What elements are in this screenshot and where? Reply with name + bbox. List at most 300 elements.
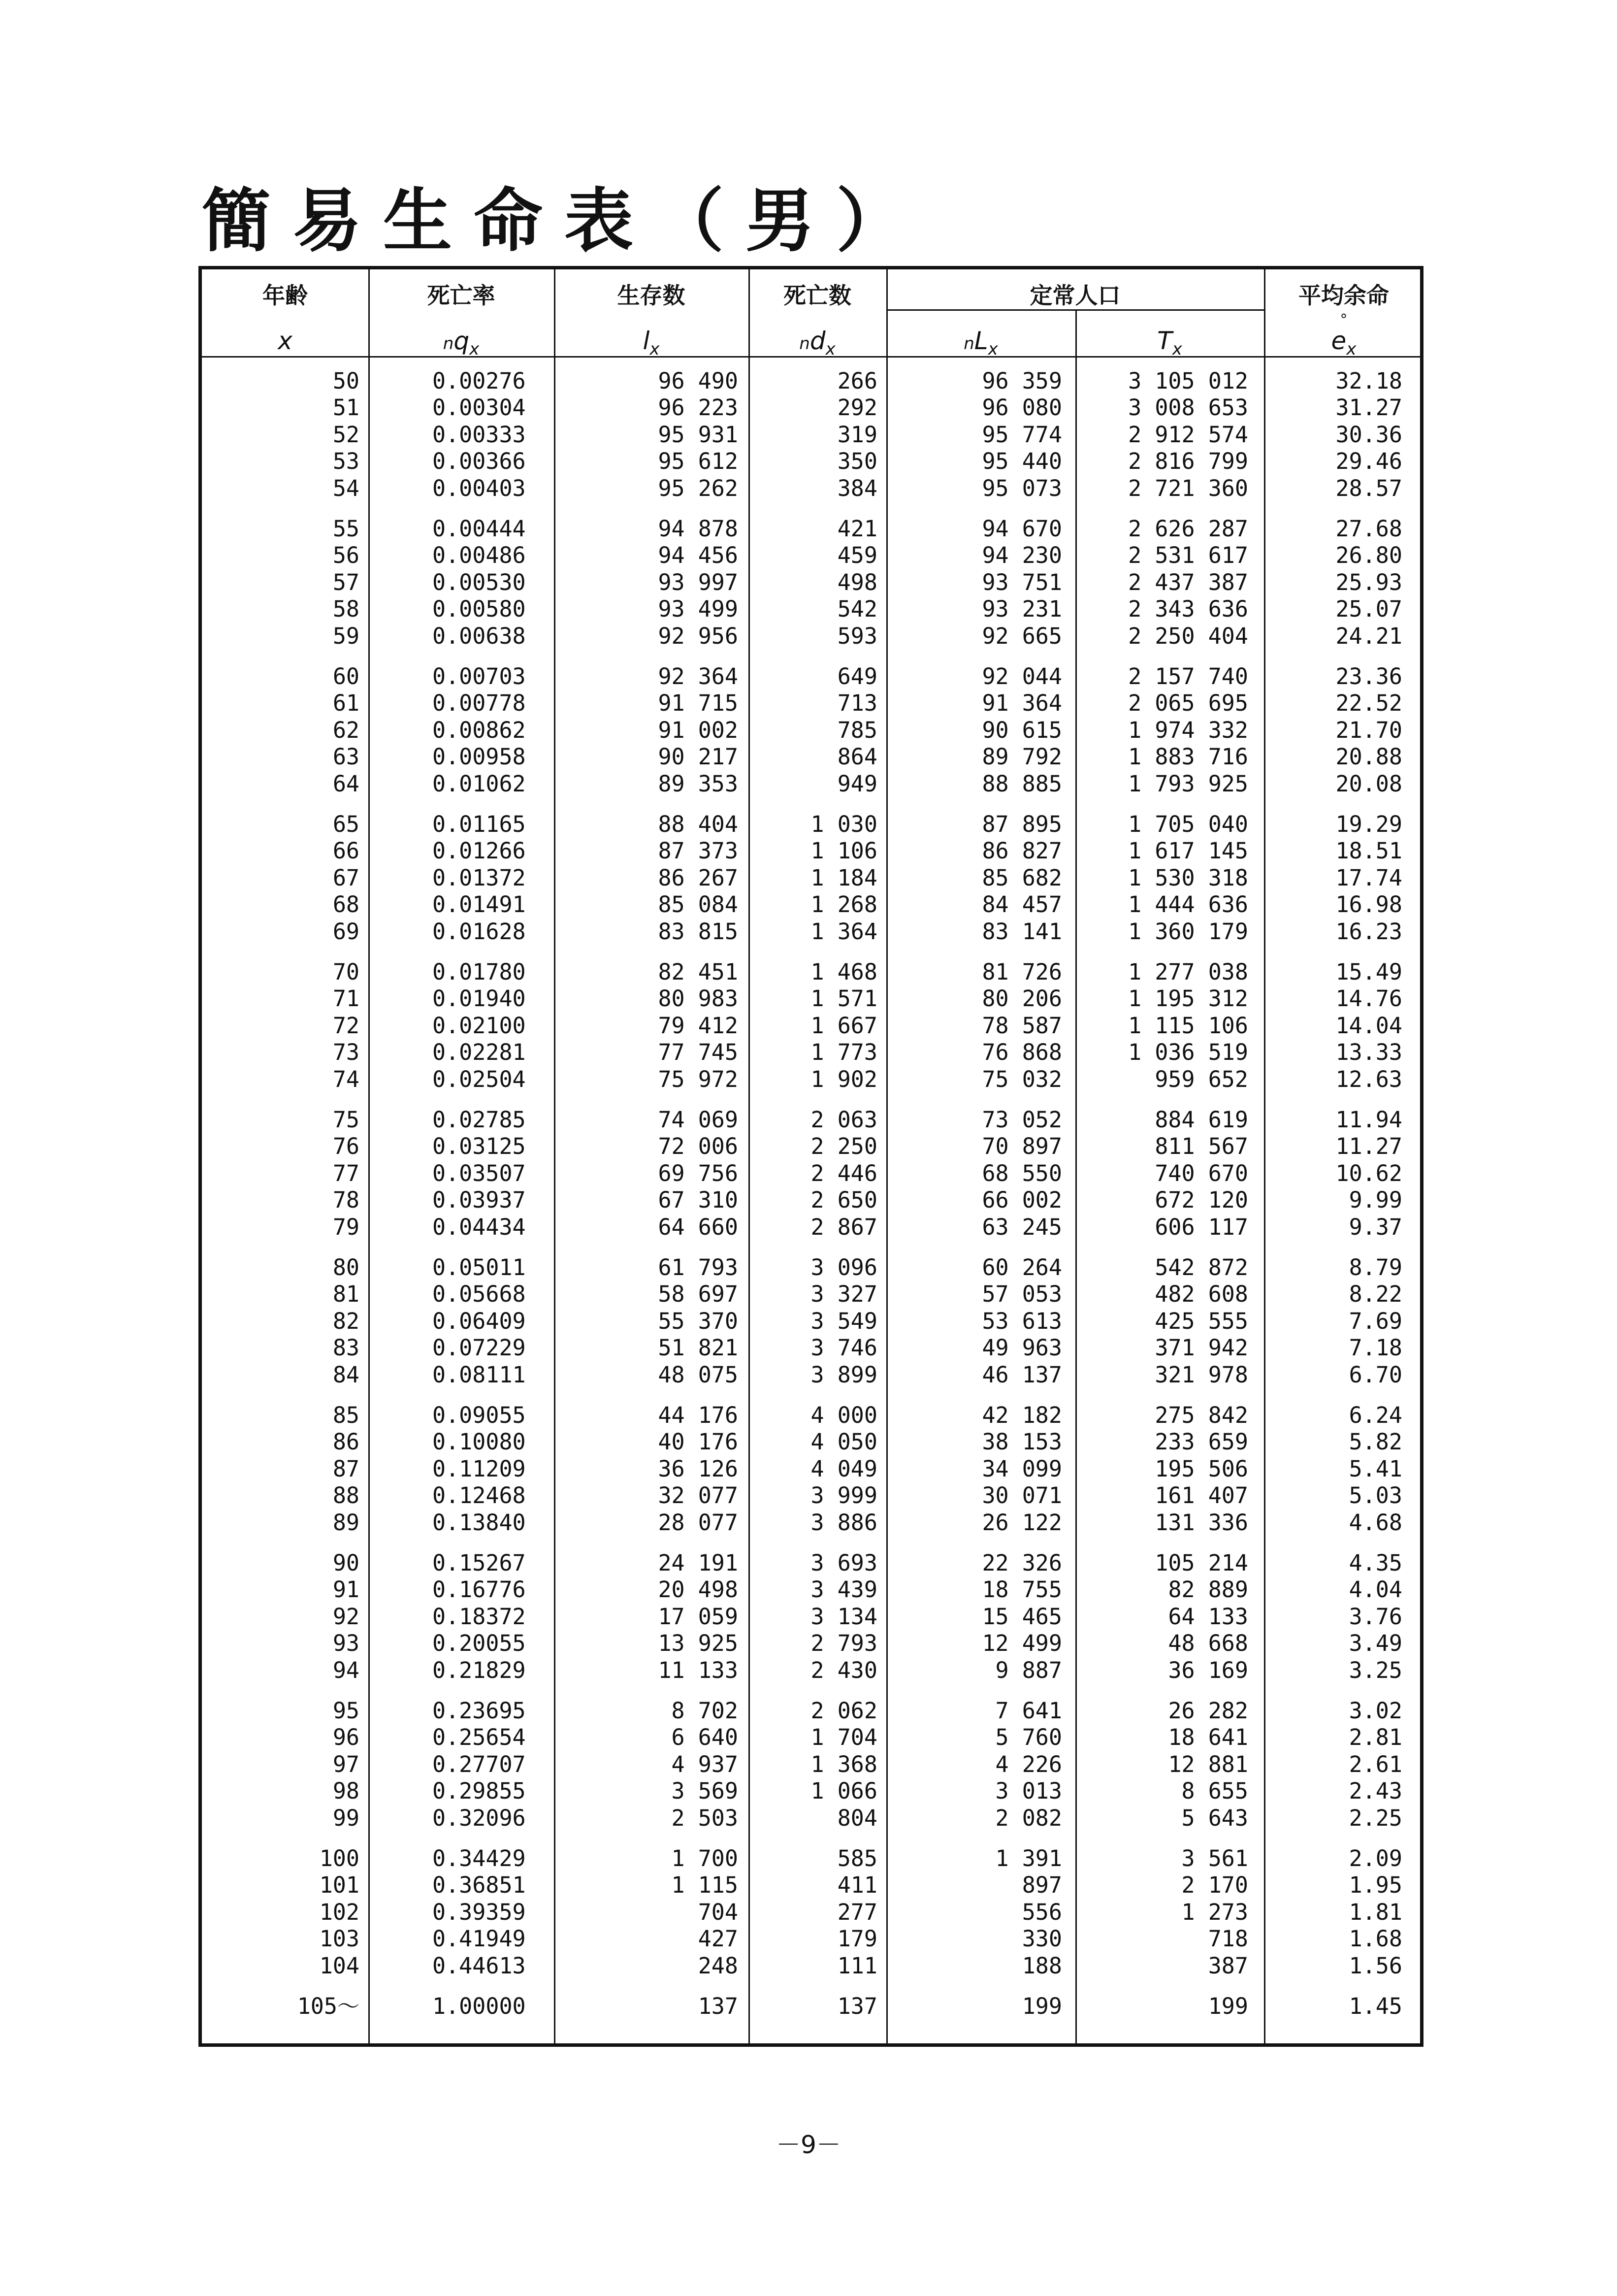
life-expectancy-cell: 16.98 — [1335, 891, 1402, 918]
death-rate-cell: 0.34429 — [432, 1845, 526, 1871]
death-rate-cell: 0.11209 — [432, 1455, 526, 1482]
survivors-cell: 95 612 — [658, 448, 738, 475]
deaths-cell: 498 — [837, 569, 877, 595]
stationary-Tx-cell: 482 608 — [1155, 1281, 1248, 1308]
age-cell: 81 — [332, 1281, 359, 1308]
death-rate-cell: 0.05668 — [432, 1281, 526, 1308]
life-expectancy-cell: 2.81 — [1349, 1724, 1402, 1751]
survivors-cell: 11 133 — [658, 1657, 738, 1683]
deaths-cell: 3 549 — [810, 1308, 877, 1334]
stationary-nLx-cell: 85 682 — [982, 864, 1062, 891]
survivors-cell: 8 702 — [671, 1698, 738, 1724]
table-row — [202, 1899, 1420, 1926]
death-rate-cell: 0.06409 — [432, 1308, 526, 1334]
life-expectancy-cell: 32.18 — [1335, 368, 1402, 394]
deaths-cell: 3 439 — [810, 1576, 877, 1603]
header-life-expectancy: 平均余命 — [1298, 282, 1389, 309]
death-rate-cell: 0.00276 — [432, 368, 526, 394]
life-expectancy-cell: 11.94 — [1335, 1107, 1402, 1133]
life-expectancy-cell: 9.99 — [1349, 1187, 1402, 1214]
age-cell: 101 — [319, 1872, 359, 1899]
symbol-x: x — [278, 327, 292, 355]
death-rate-cell: 0.41949 — [432, 1926, 526, 1952]
table-row — [202, 1066, 1420, 1093]
age-cell: 62 — [332, 717, 359, 743]
survivors-cell: 20 498 — [658, 1576, 738, 1603]
deaths-cell: 1 571 — [810, 985, 877, 1012]
stationary-nLx-cell: 5 760 — [995, 1724, 1062, 1751]
deaths-cell: 649 — [837, 663, 877, 689]
life-expectancy-cell: 19.29 — [1335, 811, 1402, 837]
stationary-nLx-cell: 49 963 — [982, 1335, 1062, 1361]
life-expectancy-cell: 1.81 — [1349, 1899, 1402, 1925]
stationary-Tx-cell: 2 437 387 — [1128, 569, 1248, 595]
deaths-cell: 137 — [837, 1993, 877, 2019]
survivors-cell: 67 310 — [658, 1187, 738, 1214]
table-row — [202, 1778, 1420, 1804]
age-cell: 90 — [332, 1550, 359, 1576]
deaths-cell: 1 667 — [810, 1012, 877, 1039]
death-rate-cell: 0.16776 — [432, 1576, 526, 1603]
deaths-cell: 804 — [837, 1804, 877, 1831]
stationary-nLx-cell: 75 032 — [982, 1066, 1062, 1092]
stationary-Tx-cell: 2 816 799 — [1128, 448, 1248, 475]
survivors-cell: 13 925 — [658, 1630, 738, 1657]
life-expectancy-cell: 31.27 — [1335, 394, 1402, 421]
stationary-Tx-cell: 2 721 360 — [1128, 475, 1248, 501]
table-row — [202, 744, 1420, 770]
survivors-cell: 83 815 — [658, 918, 738, 945]
deaths-cell: 3 134 — [810, 1603, 877, 1630]
table-row — [202, 891, 1420, 918]
age-cell: 75 — [332, 1107, 359, 1133]
life-expectancy-cell: 6.24 — [1349, 1402, 1402, 1428]
table-row — [202, 1805, 1420, 1832]
deaths-cell: 4 050 — [810, 1429, 877, 1455]
table-row — [202, 918, 1420, 945]
table-row — [202, 811, 1420, 838]
stationary-Tx-cell: 1 793 925 — [1128, 770, 1248, 797]
table-row — [202, 1630, 1420, 1657]
death-rate-cell: 0.00958 — [432, 744, 526, 770]
deaths-cell: 459 — [837, 542, 877, 569]
death-rate-cell: 0.08111 — [432, 1361, 526, 1388]
table-row — [202, 771, 1420, 797]
death-rate-cell: 0.01491 — [432, 891, 526, 918]
deaths-cell: 350 — [837, 448, 877, 475]
table-row — [202, 1013, 1420, 1039]
survivors-cell: 72 006 — [658, 1133, 738, 1160]
deaths-cell: 2 650 — [810, 1187, 877, 1214]
stationary-nLx-cell: 95 774 — [982, 421, 1062, 448]
age-cell: 91 — [332, 1576, 359, 1603]
stationary-Tx-cell: 1 974 332 — [1128, 717, 1248, 743]
table-row — [202, 1362, 1420, 1388]
life-expectancy-cell: 2.61 — [1349, 1751, 1402, 1777]
death-rate-cell: 0.00486 — [432, 542, 526, 569]
stationary-nLx-cell: 90 615 — [982, 717, 1062, 743]
death-rate-cell: 0.00333 — [432, 421, 526, 448]
age-cell: 59 — [332, 623, 359, 649]
survivors-cell: 17 059 — [658, 1603, 738, 1630]
stationary-nLx-cell: 80 206 — [982, 985, 1062, 1012]
age-cell: 55 — [332, 516, 359, 542]
survivors-cell: 44 176 — [658, 1402, 738, 1428]
stationary-Tx-cell: 1 883 716 — [1128, 744, 1248, 770]
death-rate-cell: 0.01628 — [432, 918, 526, 945]
life-expectancy-cell: 14.04 — [1335, 1012, 1402, 1039]
age-cell: 105～ — [297, 1993, 359, 2019]
stationary-nLx-cell: 95 440 — [982, 448, 1062, 475]
life-expectancy-cell: 1.68 — [1349, 1926, 1402, 1952]
stationary-Tx-cell: 12 881 — [1168, 1751, 1248, 1777]
symbol-Tx: $T_x$ — [1157, 327, 1182, 359]
life-expectancy-cell: 8.79 — [1349, 1254, 1402, 1280]
survivors-cell: 89 353 — [658, 770, 738, 797]
table-row — [202, 1214, 1420, 1241]
death-rate-cell: 0.23695 — [432, 1698, 526, 1724]
life-expectancy-cell: 26.80 — [1335, 542, 1402, 569]
stationary-Tx-cell: 195 506 — [1155, 1455, 1248, 1482]
survivors-cell: 94 878 — [658, 516, 738, 542]
table-row — [202, 1308, 1420, 1335]
death-rate-cell: 0.29855 — [432, 1778, 526, 1804]
age-cell: 100 — [319, 1845, 359, 1871]
survivors-cell: 248 — [698, 1952, 738, 1979]
survivors-cell: 61 793 — [658, 1254, 738, 1280]
death-rate-cell: 0.09055 — [432, 1402, 526, 1428]
life-expectancy-cell: 24.21 — [1335, 623, 1402, 649]
stationary-nLx-cell: 68 550 — [982, 1160, 1062, 1186]
life-expectancy-cell: 5.82 — [1349, 1429, 1402, 1455]
table-row — [202, 1335, 1420, 1361]
survivors-cell: 69 756 — [658, 1160, 738, 1186]
stationary-Tx-cell: 1 705 040 — [1128, 811, 1248, 837]
age-cell: 77 — [332, 1160, 359, 1186]
life-expectancy-cell: 28.57 — [1335, 475, 1402, 501]
deaths-cell: 785 — [837, 717, 877, 743]
deaths-cell: 411 — [837, 1872, 877, 1899]
deaths-cell: 384 — [837, 475, 877, 501]
survivors-cell: 91 002 — [658, 717, 738, 743]
age-cell: 72 — [332, 1012, 359, 1039]
deaths-cell: 292 — [837, 394, 877, 421]
age-cell: 50 — [332, 368, 359, 394]
survivors-cell: 82 451 — [658, 959, 738, 985]
death-rate-cell: 0.01372 — [432, 864, 526, 891]
table-row — [202, 475, 1420, 502]
death-rate-cell: 0.20055 — [432, 1630, 526, 1657]
life-expectancy-cell: 10.62 — [1335, 1160, 1402, 1186]
life-expectancy-cell: 23.36 — [1335, 663, 1402, 689]
age-cell: 99 — [332, 1804, 359, 1831]
death-rate-cell: 0.32096 — [432, 1804, 526, 1831]
age-cell: 64 — [332, 770, 359, 797]
life-expectancy-cell: 11.27 — [1335, 1133, 1402, 1160]
stationary-Tx-cell: 2 626 287 — [1128, 516, 1248, 542]
stationary-nLx-cell: 86 827 — [982, 838, 1062, 864]
survivors-cell: 75 972 — [658, 1066, 738, 1092]
survivors-cell: 48 075 — [658, 1361, 738, 1388]
survivors-cell: 64 660 — [658, 1214, 738, 1240]
death-rate-cell: 0.00530 — [432, 569, 526, 595]
survivors-cell: 4 937 — [671, 1751, 738, 1777]
age-cell: 104 — [319, 1952, 359, 1979]
table-row — [202, 1926, 1420, 1952]
age-cell: 97 — [332, 1751, 359, 1777]
survivors-cell: 137 — [698, 1993, 738, 2019]
stationary-Tx-cell: 1 195 312 — [1128, 985, 1248, 1012]
age-cell: 58 — [332, 596, 359, 623]
life-expectancy-cell: 3.02 — [1349, 1698, 1402, 1724]
life-expectancy-cell: 29.46 — [1335, 448, 1402, 475]
death-rate-cell: 0.03937 — [432, 1187, 526, 1214]
stationary-nLx-cell: 1 391 — [995, 1845, 1062, 1871]
life-expectancy-cell: 4.35 — [1349, 1550, 1402, 1576]
stationary-nLx-cell: 22 326 — [982, 1550, 1062, 1576]
age-cell: 71 — [332, 985, 359, 1012]
deaths-cell: 2 063 — [810, 1107, 877, 1133]
stationary-nLx-cell: 60 264 — [982, 1254, 1062, 1280]
age-cell: 65 — [332, 811, 359, 837]
age-cell: 98 — [332, 1778, 359, 1804]
table-row — [202, 1576, 1420, 1603]
age-cell: 96 — [332, 1724, 359, 1751]
survivors-cell: 58 697 — [658, 1281, 738, 1308]
stationary-Tx-cell: 275 842 — [1155, 1402, 1248, 1428]
death-rate-cell: 0.21829 — [432, 1657, 526, 1683]
death-rate-cell: 0.00580 — [432, 596, 526, 623]
death-rate-cell: 0.36851 — [432, 1872, 526, 1899]
age-cell: 67 — [332, 864, 359, 891]
table-row — [202, 1254, 1420, 1281]
death-rate-cell: 0.02281 — [432, 1039, 526, 1066]
deaths-cell: 266 — [837, 368, 877, 394]
table-row — [202, 596, 1420, 623]
age-cell: 103 — [319, 1926, 359, 1952]
table-row — [202, 1993, 1420, 2020]
deaths-cell: 1 364 — [810, 918, 877, 945]
stationary-nLx-cell: 93 231 — [982, 596, 1062, 623]
death-rate-cell: 0.00703 — [432, 663, 526, 689]
death-rate-cell: 0.00638 — [432, 623, 526, 649]
survivors-cell: 1 700 — [671, 1845, 738, 1871]
deaths-cell: 864 — [837, 744, 877, 770]
life-expectancy-cell: 7.18 — [1349, 1335, 1402, 1361]
age-cell: 102 — [319, 1899, 359, 1925]
age-cell: 74 — [332, 1066, 359, 1092]
stationary-nLx-cell: 42 182 — [982, 1402, 1062, 1428]
stationary-nLx-cell: 15 465 — [982, 1603, 1062, 1630]
table-row — [202, 1039, 1420, 1066]
age-cell: 80 — [332, 1254, 359, 1280]
life-expectancy-cell: 21.70 — [1335, 717, 1402, 743]
stationary-Tx-cell: 2 912 574 — [1128, 421, 1248, 448]
life-expectancy-cell: 5.03 — [1349, 1482, 1402, 1509]
death-rate-cell: 0.02785 — [432, 1107, 526, 1133]
table-row — [202, 1133, 1420, 1160]
table-row — [202, 569, 1420, 596]
deaths-cell: 4 049 — [810, 1455, 877, 1482]
age-cell: 52 — [332, 421, 359, 448]
stationary-nLx-cell: 96 359 — [982, 368, 1062, 394]
age-cell: 61 — [332, 690, 359, 717]
deaths-cell: 3 999 — [810, 1482, 877, 1509]
deaths-cell: 2 867 — [810, 1214, 877, 1240]
stationary-nLx-cell: 7 641 — [995, 1698, 1062, 1724]
stationary-Tx-cell: 1 273 — [1181, 1899, 1248, 1925]
survivors-cell: 94 456 — [658, 542, 738, 569]
header-age: 年齢 — [262, 282, 308, 309]
stationary-nLx-cell: 18 755 — [982, 1576, 1062, 1603]
survivors-cell: 2 503 — [671, 1804, 738, 1831]
stationary-nLx-cell: 73 052 — [982, 1107, 1062, 1133]
deaths-cell: 593 — [837, 623, 877, 649]
stationary-Tx-cell: 1 617 145 — [1128, 838, 1248, 864]
stationary-Tx-cell: 3 105 012 — [1128, 368, 1248, 394]
deaths-cell: 1 468 — [810, 959, 877, 985]
death-rate-cell: 0.03507 — [432, 1160, 526, 1186]
death-rate-cell: 0.00778 — [432, 690, 526, 717]
table-row — [202, 663, 1420, 690]
life-expectancy-cell: 13.33 — [1335, 1039, 1402, 1066]
life-expectancy-cell: 20.88 — [1335, 744, 1402, 770]
stationary-nLx-cell: 34 099 — [982, 1455, 1062, 1482]
deaths-cell: 4 000 — [810, 1402, 877, 1428]
stationary-Tx-cell: 321 978 — [1155, 1361, 1248, 1388]
symbol-lx: $l_x$ — [643, 327, 660, 359]
age-cell: 70 — [332, 959, 359, 985]
page-number: －9－ — [776, 2131, 841, 2159]
deaths-cell: 2 062 — [810, 1698, 877, 1724]
age-cell: 79 — [332, 1214, 359, 1240]
deaths-cell: 1 106 — [810, 838, 877, 864]
deaths-cell: 1 030 — [810, 811, 877, 837]
stationary-Tx-cell: 8 655 — [1181, 1778, 1248, 1804]
death-rate-cell: 0.12468 — [432, 1482, 526, 1509]
survivors-cell: 51 821 — [658, 1335, 738, 1361]
stationary-nLx-cell: 4 226 — [995, 1751, 1062, 1777]
life-table — [198, 266, 1423, 2047]
life-expectancy-cell: 12.63 — [1335, 1066, 1402, 1092]
table-row — [202, 1550, 1420, 1576]
deaths-cell: 585 — [837, 1845, 877, 1871]
table-row — [202, 368, 1420, 394]
stationary-nLx-cell: 556 — [1022, 1899, 1062, 1925]
deaths-cell: 2 793 — [810, 1630, 877, 1657]
table-row — [202, 1429, 1420, 1455]
survivors-cell: 85 084 — [658, 891, 738, 918]
stationary-nLx-cell: 3 013 — [995, 1778, 1062, 1804]
deaths-cell: 3 096 — [810, 1254, 877, 1280]
table-row — [202, 1456, 1420, 1482]
age-cell: 56 — [332, 542, 359, 569]
stationary-Tx-cell: 3 008 653 — [1128, 394, 1248, 421]
age-cell: 94 — [332, 1657, 359, 1683]
stationary-nLx-cell: 66 002 — [982, 1187, 1062, 1214]
death-rate-cell: 0.00304 — [432, 394, 526, 421]
death-rate-cell: 0.00366 — [432, 448, 526, 475]
death-rate-cell: 0.39359 — [432, 1899, 526, 1925]
age-cell: 51 — [332, 394, 359, 421]
stationary-Tx-cell: 1 115 106 — [1128, 1012, 1248, 1039]
stationary-Tx-cell: 131 336 — [1155, 1509, 1248, 1536]
survivors-cell: 36 126 — [658, 1455, 738, 1482]
table-row — [202, 1402, 1420, 1429]
stationary-nLx-cell: 70 897 — [982, 1133, 1062, 1160]
survivors-cell: 79 412 — [658, 1012, 738, 1039]
deaths-cell: 179 — [837, 1926, 877, 1952]
stationary-Tx-cell: 2 531 617 — [1128, 542, 1248, 569]
stationary-nLx-cell: 94 670 — [982, 516, 1062, 542]
table-row — [202, 865, 1420, 891]
stationary-Tx-cell: 2 250 404 — [1128, 623, 1248, 649]
life-expectancy-cell: 6.70 — [1349, 1361, 1402, 1388]
stationary-Tx-cell: 884 619 — [1155, 1107, 1248, 1133]
stationary-Tx-cell: 718 — [1208, 1926, 1248, 1952]
table-row — [202, 1509, 1420, 1536]
survivors-cell: 90 217 — [658, 744, 738, 770]
stationary-nLx-cell: 199 — [1022, 1993, 1062, 2019]
stationary-nLx-cell: 12 499 — [982, 1630, 1062, 1657]
stationary-Tx-cell: 606 117 — [1155, 1214, 1248, 1240]
life-expectancy-cell: 3.76 — [1349, 1603, 1402, 1630]
stationary-nLx-cell: 78 587 — [982, 1012, 1062, 1039]
survivors-cell: 6 640 — [671, 1724, 738, 1751]
header-survivors: 生存数 — [617, 282, 685, 309]
table-row — [202, 394, 1420, 421]
death-rate-cell: 0.01266 — [432, 838, 526, 864]
age-cell: 86 — [332, 1429, 359, 1455]
death-rate-cell: 0.03125 — [432, 1133, 526, 1160]
deaths-cell: 949 — [837, 770, 877, 797]
table-row — [202, 422, 1420, 448]
life-expectancy-cell: 4.68 — [1349, 1509, 1402, 1536]
life-expectancy-cell: 1.56 — [1349, 1952, 1402, 1979]
stationary-nLx-cell: 92 044 — [982, 663, 1062, 689]
survivors-cell: 95 931 — [658, 421, 738, 448]
age-cell: 83 — [332, 1335, 359, 1361]
stationary-nLx-cell: 9 887 — [995, 1657, 1062, 1683]
deaths-cell: 3 746 — [810, 1335, 877, 1361]
death-rate-cell: 0.02504 — [432, 1066, 526, 1092]
life-expectancy-cell: 25.93 — [1335, 569, 1402, 595]
stationary-nLx-cell: 38 153 — [982, 1429, 1062, 1455]
death-rate-cell: 0.01780 — [432, 959, 526, 985]
deaths-cell: 1 368 — [810, 1751, 877, 1777]
death-rate-cell: 0.01165 — [432, 811, 526, 837]
stationary-Tx-cell: 959 652 — [1155, 1066, 1248, 1092]
life-expectancy-cell: 3.25 — [1349, 1657, 1402, 1683]
death-rate-cell: 0.01940 — [432, 985, 526, 1012]
deaths-cell: 1 184 — [810, 864, 877, 891]
stationary-nLx-cell: 46 137 — [982, 1361, 1062, 1388]
age-cell: 53 — [332, 448, 359, 475]
life-expectancy-cell: 7.69 — [1349, 1308, 1402, 1334]
age-cell: 66 — [332, 838, 359, 864]
stationary-Tx-cell: 105 214 — [1155, 1550, 1248, 1576]
table-row — [202, 516, 1420, 542]
life-expectancy-cell: 20.08 — [1335, 770, 1402, 797]
death-rate-cell: 0.25654 — [432, 1724, 526, 1751]
stationary-Tx-cell: 2 170 — [1181, 1872, 1248, 1899]
death-rate-cell: 0.07229 — [432, 1335, 526, 1361]
table-row — [202, 717, 1420, 744]
death-rate-cell: 0.02100 — [432, 1012, 526, 1039]
death-rate-cell: 0.00444 — [432, 516, 526, 542]
life-expectancy-cell: 16.23 — [1335, 918, 1402, 945]
stationary-Tx-cell: 1 277 038 — [1128, 959, 1248, 985]
